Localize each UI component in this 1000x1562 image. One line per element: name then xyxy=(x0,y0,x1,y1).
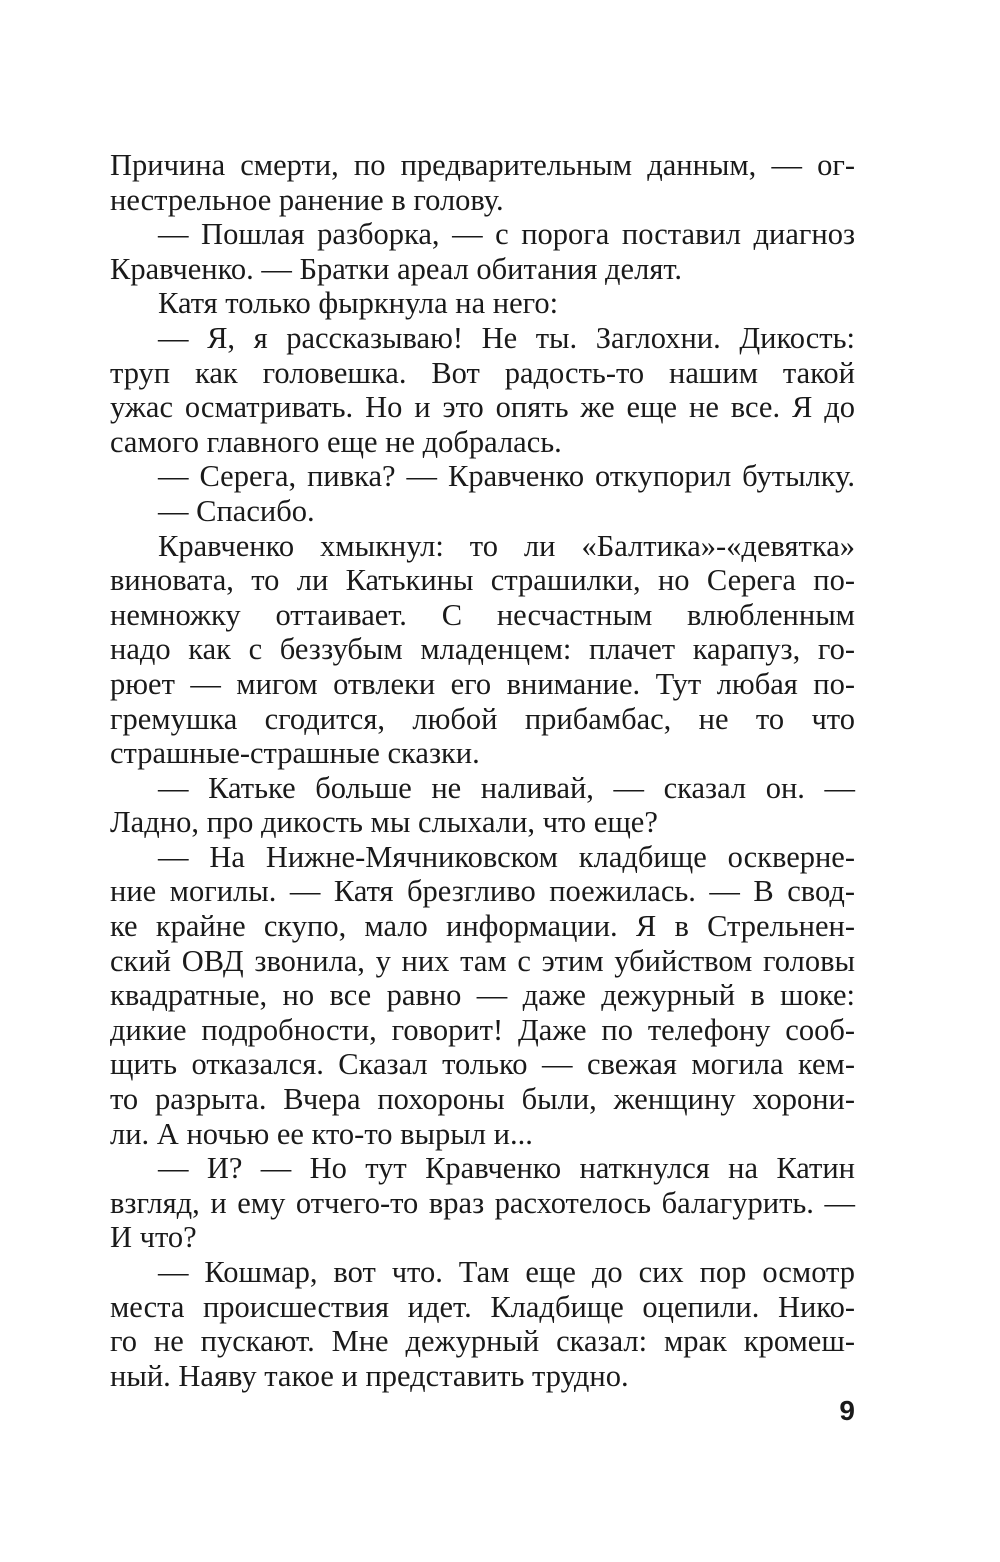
text-line: Причина смерти, по предварительным данным, — ог- xyxy=(110,148,855,182)
text-line: ный. Наяву такое и представить трудно. xyxy=(110,1358,629,1393)
text-line: труп как головешка. Вот радость-то нашим такой xyxy=(110,355,855,390)
text-line: рюет — мигом отвлеки его внимание. Тут любая по- xyxy=(110,666,855,701)
text-line: гремушка сгодится, любой прибамбас, не то что xyxy=(110,701,855,736)
text-line: — Кошмар, вот что. Там еще до сих пор осмотр xyxy=(158,1255,855,1289)
text-line: — Я, я рассказываю! Не ты. Заглохни. Дикость: xyxy=(158,320,855,355)
text-line: ке крайне скупо, мало информации. Я в Стрельнен- xyxy=(110,909,855,944)
text-line: взгляд, и ему отчего-то враз расхотелось балагурить. — xyxy=(110,1185,855,1220)
text-line: нестрельное ранение в голову. xyxy=(110,182,504,217)
text-line: — На Нижне-Мячниковском кладбище осквернe- xyxy=(158,839,855,874)
text-line: то разрыта. Вчера похороны были, женщину хорони- xyxy=(110,1082,855,1117)
text-line: виновата, то ли Катькины страшилки, но Серега по- xyxy=(110,563,855,598)
text-line: немножку оттаивает. С несчастным влюбленным xyxy=(110,597,855,632)
text-line: Ладно, про дикость мы слыхали, что еще? xyxy=(110,805,658,840)
page-text xyxy=(110,148,855,1393)
text-line: Кравченко хмыкнул: то ли «Балтика»-«девятка» xyxy=(158,528,855,563)
text-line: самого главного еще не добралась. xyxy=(110,424,562,459)
text-line: Катя только фыркнула на него: xyxy=(158,286,559,321)
text-line: — Серега, пивка? — Кравченко откупорил бутылку. xyxy=(158,459,855,494)
text-line: места происшествия идет. Кладбище оцепили. Нико- xyxy=(110,1289,855,1324)
text-line: — И? — Но тут Кравченко наткнулся на Катин xyxy=(158,1151,855,1186)
text-line: квадратные, но все равно — даже дежурный в шоке: xyxy=(110,978,855,1013)
text-line: И что? xyxy=(110,1220,197,1255)
text-line: — Спасибо. xyxy=(158,493,315,528)
text-line: го не пускают. Мне дежурный сказал: мрак кромеш- xyxy=(110,1324,855,1359)
text-line: щить отказался. Сказал только — свежая могила кем- xyxy=(110,1047,855,1082)
text-line: Кравченко. — Братки ареал обитания делят. xyxy=(110,251,683,286)
text-line: надо как с беззубым младенцем: плачет карапуз, го- xyxy=(110,632,855,667)
text-line: — Катьке больше не наливай, — сказал он. — xyxy=(158,770,855,805)
text-line: — Пошлая разборка, — с порога поставил диагноз xyxy=(158,217,855,252)
text-line: ужас осматривать. Но и это опять же еще не все. Я до xyxy=(110,390,855,425)
text-line: дикие подробности, говорит! Даже по телефону сооб- xyxy=(110,1012,855,1047)
page-number: 9 xyxy=(839,1395,855,1426)
text-line: ский ОВД звонила, у них там с этим убийством головы xyxy=(110,943,855,978)
text-line: ли. А ночью ее кто-то вырыл и... xyxy=(110,1116,533,1151)
text-line: ние могилы. — Катя брезгливо поежилась. — В свод- xyxy=(110,874,855,909)
text-line: страшные-страшные сказки. xyxy=(110,736,480,771)
